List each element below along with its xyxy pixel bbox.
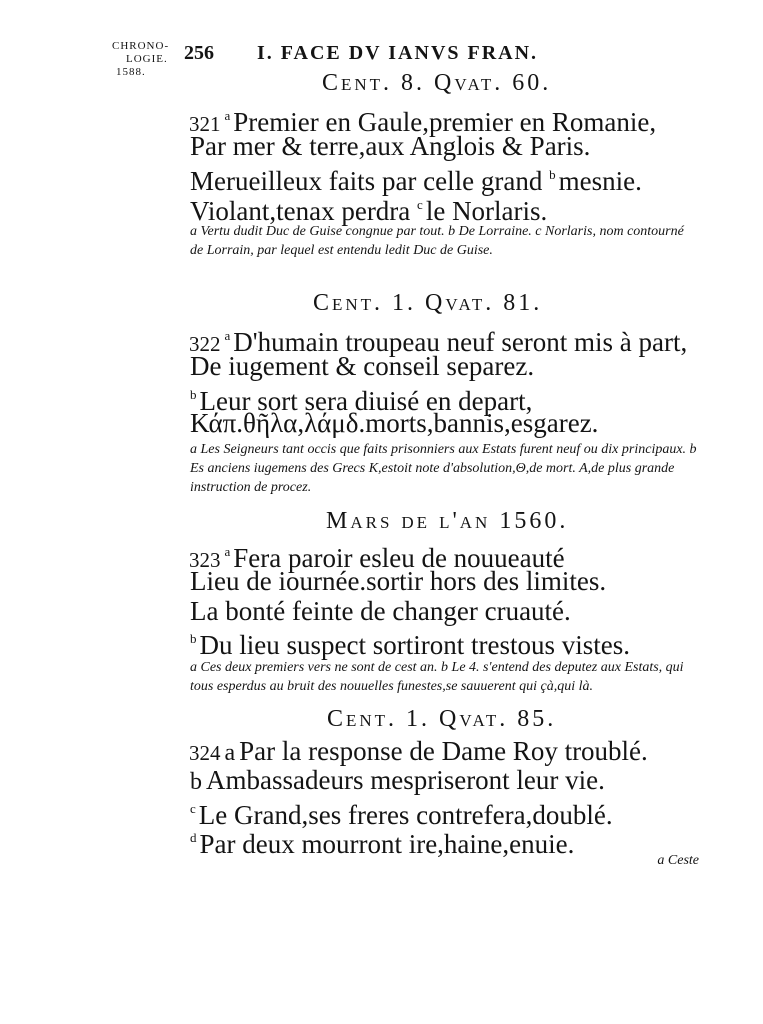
margin-note-line: 1588. [116,66,146,78]
quatrain-number: 321 [189,112,221,136]
verse-line [190,351,534,381]
running-title: I. FACE DV IANVS FRAN. [257,42,539,64]
quatrain-number: 323 [189,548,221,572]
verse-text: Lieu de iournée.sortir hors des limites. [190,566,607,596]
verse-text: D'humain troupeau neuf seront mis à part, [233,327,688,357]
verse-text: De iugement & conseil separez. [190,351,535,381]
note-marker: b [549,167,556,182]
footnote: a Ces deux premiers vers ne sont de cest an. b Le 4. s'entend des deputez aux Estats, qui tous esperdus au bruit des nouuelles funestes,se sauuerent qui çà,qui là. [190,660,684,694]
section-heading: Cent. 1. Qvat. 81. [313,290,543,316]
verse-line [190,624,630,660]
verse-text: Κάπ.θῆλα,λάμδ.morts,bannis,esgarez. [190,408,599,438]
verse-text: Leur sort sera diuisé en depart, [199,386,533,416]
note-marker: b [190,387,197,402]
margin-note-line: LOGIE. [126,53,168,65]
note-marker: c [417,197,423,212]
verse-text-tail: le Norlaris. [425,196,548,226]
page-number: 256 [184,42,214,64]
section-heading: Cent. 1. Qvat. 85. [327,706,557,732]
verse-text: Par la response de Dame Roy troublé. [239,736,648,766]
note-marker: b [190,769,202,795]
note-marker: a [224,108,231,123]
note-marker: a [224,328,231,343]
verse-text: Le Grand,ses freres contrefera,doublé. [198,800,613,830]
footnote: a Vertu dudit Duc de Guise congnue par tout. b De Lorraine. c Norlaris, nom contourné de Lorrain, par lequel est entendu ledit Duc de Guise. [190,224,684,258]
note-marker: c [190,801,196,816]
verse-line [189,736,648,768]
verse-text: Par deux mourront ire,haine,enuie. [199,829,575,859]
note-marker: a [224,740,236,766]
verse-text: Fera paroir esleu de nouueauté [233,543,565,573]
margin-note [112,40,169,79]
verse-line [190,765,605,797]
section-heading: Mars de l'an 1560. [326,508,569,534]
quatrain-number: 324 [189,741,221,765]
verse-line [190,566,606,596]
verse-line [190,408,598,438]
note-marker: b [190,631,197,646]
verse-line [190,596,571,626]
verse-text: Merueilleux faits par celle grand [190,166,543,196]
verse-text: Du lieu suspect sortiront trestous vistes. [199,630,630,660]
note-marker: a [224,544,231,559]
verse-line [190,823,574,859]
verse-text-tail: mesnie. [558,166,642,196]
verse-text: Ambassadeurs mespriseront leur vie. [206,765,605,795]
verse-line [190,190,547,226]
catchword: a Ceste [657,853,699,868]
footnote: a Les Seigneurs tant occis que faits prisonniers aux Estats furent neuf ou dix principaux. b Es anciens iugemens des Grecs K,estoit note d'absolution,Θ,de mort. A,de plus grande instruction de procez. [190,442,697,495]
note-marker: d [190,830,197,845]
margin-note-line: CHRONO- [112,40,170,52]
verse-text: Violant,tenax perdra [190,196,411,226]
verse-text: Par mer & terre,aux Anglois & Paris. [190,131,591,161]
section-heading: Cent. 8. Qvat. 60. [322,70,552,96]
verse-text: Premier en Gaule,premier en Romanie, [233,107,657,137]
quatrain-number: 322 [189,332,221,356]
verse-text: La bonté feinte de changer cruauté. [190,596,571,626]
verse-line [190,131,590,161]
